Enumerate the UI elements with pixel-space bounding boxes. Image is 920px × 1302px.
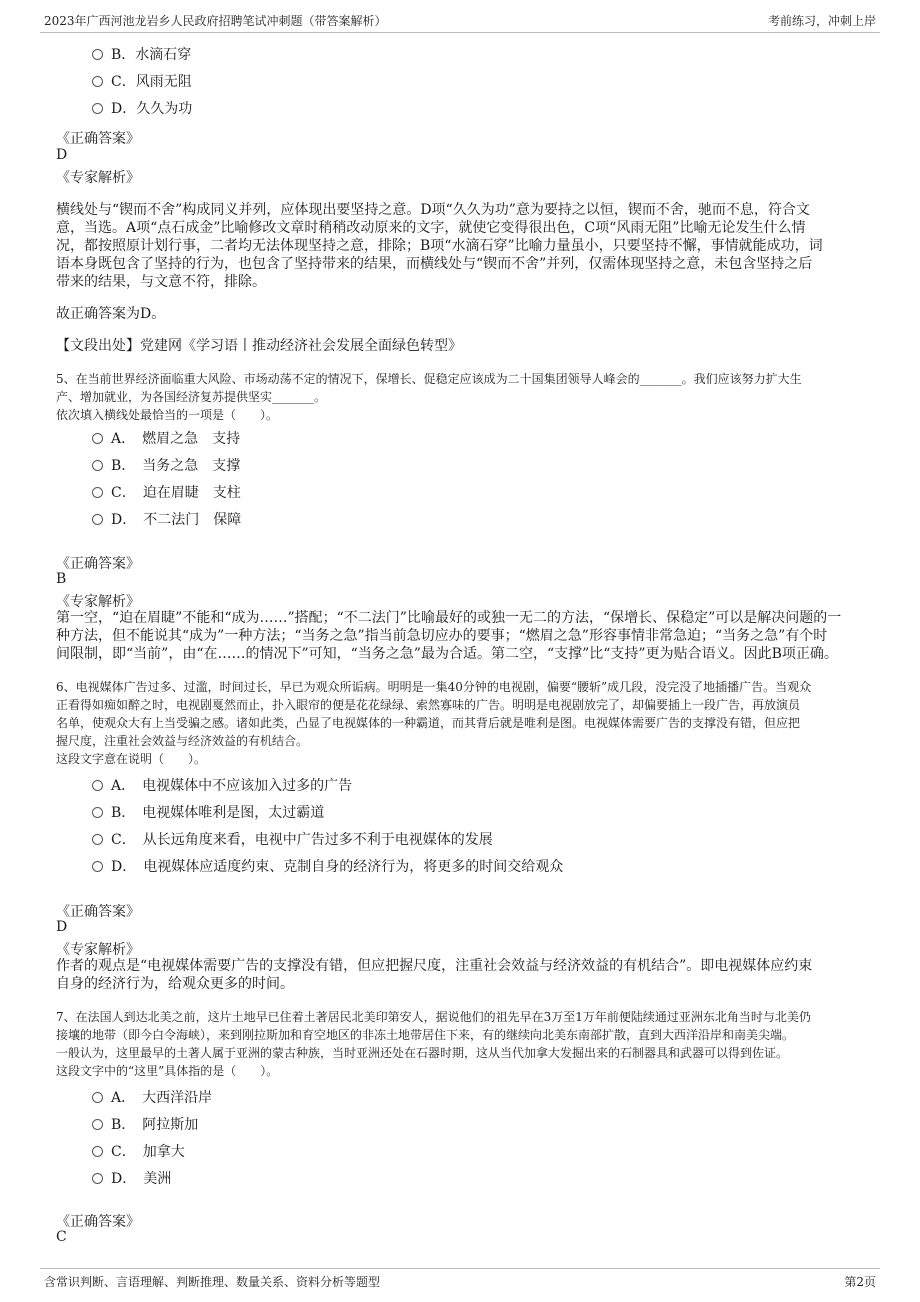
q5-option-c-text: C． 迫在眉睫 支柱 <box>111 485 241 501</box>
q4-analysis-line: 横线处与“锲而不舍”构成同义并列，应体现出要坚持之意。D项“久久为功”意为要持之以恒，锲而不舍，驰而不息，符合文 <box>56 202 810 218</box>
q4-option-b[interactable] <box>92 44 191 66</box>
q7-option-d-text: D． 美洲 <box>111 1171 172 1187</box>
q5-stem-line: 产、增加就业，为各国经济复苏提供坚实_______。 <box>56 390 327 404</box>
q6-stem-line: 正看得如痴如醉之时，电视剧戛然而止，扑入眼帘的便是花花绿绿、索然寡味的广告。明明是电视剧放完了，却偏要插上一段广告，再放演员 <box>56 698 801 712</box>
q6-analysis-line: 作者的观点是“电视媒体需要广告的支撑没有错，但应把握尺度，注重社会效益与经济效益的有机结合”。即电视媒体应约束 <box>56 958 813 974</box>
q5-option-b[interactable] <box>92 455 240 477</box>
q5-stem-line: 依次填入横线处最恰当的一项是（ ）。 <box>56 408 279 422</box>
q7-stem-line: 7、在法国人到达北美之前，这片土地早已住着土著居民北美印第安人，据说他们的祖先早在3万至1万年前便陆续通过亚洲东北角当时与北美仍 <box>56 1010 811 1024</box>
document-title: 2023年广西河池龙岩乡人民政府招聘笔试冲刺题（带答案解析） <box>44 14 387 28</box>
q7-stem <box>56 1008 811 1080</box>
q4-source: 【文段出处】党建网《学习语丨推动经济社会发展全面绿色转型》 <box>56 338 462 354</box>
q4-correct-answer-label: 《正确答案》 <box>56 131 140 147</box>
q4-conclusion: 故正确答案为D。 <box>56 306 166 322</box>
q6-expert-analysis-label: 《专家解析》 <box>56 942 140 958</box>
radio-icon[interactable] <box>92 49 103 60</box>
radio-icon[interactable] <box>92 1173 103 1184</box>
q6-option-d-text: D． 电视媒体应适度约束、克制自身的经济行为，将更多的时间交给观众 <box>111 859 564 875</box>
q6-stem-line: 握尺度，注重社会效益与经济效益的有机结合。 <box>56 734 309 748</box>
radio-icon[interactable] <box>92 861 103 872</box>
q5-option-c[interactable] <box>92 482 241 504</box>
q7-option-c-text: C． 加拿大 <box>111 1144 185 1160</box>
q5-analysis-line: 第一空，“迫在眉睫”不能和“成为……”搭配；“不二法门”比喻最好的或独一无二的方法，“保增长、保稳定”可以是解决问题的一 <box>56 610 842 626</box>
page-header <box>40 10 880 33</box>
q6-option-a-text: A． 电视媒体中不应该加入过多的广告 <box>111 778 353 794</box>
page-number: 第2页 <box>844 1275 876 1289</box>
q7-option-a-text: A． 大西洋沿岸 <box>111 1090 213 1106</box>
radio-icon[interactable] <box>92 460 103 471</box>
q6-option-b[interactable] <box>92 802 324 824</box>
header-slogan: 考前练习，冲刺上岸 <box>767 14 876 28</box>
q7-stem-line: 接壤的地带（即今白令海峡），来到刚拉斯加和育空地区的非冻土地带居住下来，有的继续向北美东南部扩散，直到大西洋沿岸和南美尖端。 <box>56 1028 795 1042</box>
q6-correct-answer-label: 《正确答案》 <box>56 904 140 920</box>
q5-option-b-text: B． 当务之急 支撑 <box>111 458 241 474</box>
q6-option-c[interactable] <box>92 829 493 851</box>
q4-answer: D <box>56 147 68 163</box>
q6-option-b-text: B． 电视媒体唯利是图，太过霸道 <box>111 805 325 821</box>
q5-analysis-line: 间限制，即“当前”，由“在……的情况下”可知，“当务之急”最为合适。第二空，“支撑”比“支持”更为贴合语义。因此B项正确。 <box>56 646 838 662</box>
q7-stem-line: 一般认为，这里最早的土著人属于亚洲的蒙古种族，当时亚洲还处在石器时期，这从当代加拿大发掘出来的石制器具和武器可以得到佐证。 <box>56 1046 789 1060</box>
q7-correct-answer-label: 《正确答案》 <box>56 1214 140 1230</box>
q5-stem-line: 5、在当前世界经济面临重大风险、市场动荡不定的情况下，保增长、促稳定应该成为二十国集团领导人峰会的_______。我们应该努力扩大生 <box>56 372 802 386</box>
q4-analysis <box>56 201 823 291</box>
q5-stem <box>56 370 802 424</box>
q6-stem-line: 名单，使观众大有上当受骗之感。诸如此类，凸显了电视媒体的一种霸道，而其背后就是唯利是图。电视媒体需要广告的支撑没有错，但应把 <box>56 716 801 730</box>
radio-icon[interactable] <box>92 487 103 498</box>
radio-icon[interactable] <box>92 76 103 87</box>
q5-option-d-text: D． 不二法门 保障 <box>111 512 242 528</box>
radio-icon[interactable] <box>92 103 103 114</box>
q6-option-a[interactable] <box>92 775 352 797</box>
q4-expert-analysis-label: 《专家解析》 <box>56 170 140 186</box>
q5-analysis-line: 种方法，但不能说其“成为”一种方法；“当务之急”指当前急切应办的要事；“燃眉之急”形容事情非常急迫；“当务之急”有个时 <box>56 628 828 644</box>
radio-icon[interactable] <box>92 1092 103 1103</box>
q5-option-d[interactable] <box>92 509 241 531</box>
radio-icon[interactable] <box>92 1146 103 1157</box>
q5-analysis <box>56 609 841 663</box>
radio-icon[interactable] <box>92 433 103 444</box>
q4-option-d-text: D．久久为功 <box>111 101 193 117</box>
q4-analysis-line: 意，当选。A项“点石成金”比喻修改文章时稍稍改动原来的文字，就使它变得很出色，C项“风雨无阻”比喻无论发生什么情 <box>56 220 806 236</box>
q4-option-b-text: B．水滴石穿 <box>111 47 192 63</box>
radio-icon[interactable] <box>92 834 103 845</box>
q4-analysis-line: 带来的结果，与文意不符，排除。 <box>56 274 266 290</box>
q5-answer: B <box>56 571 67 587</box>
q6-analysis-line: 自身的经济行为，给观众更多的时间。 <box>56 976 294 992</box>
q7-option-d[interactable] <box>92 1168 171 1190</box>
q7-option-b[interactable] <box>92 1114 198 1136</box>
q4-analysis-line: 况，都按照原计划行事，二者均无法体现坚持之意，排除；B项“水滴石穿”比喻力量虽小，只要坚持不懈，事情就能成功，词 <box>56 238 823 254</box>
q7-option-a[interactable] <box>92 1087 212 1109</box>
q5-option-a-text: A． 燃眉之急 支持 <box>111 431 241 447</box>
q6-option-c-text: C． 从长远角度来看，电视中广告过多不利于电视媒体的发展 <box>111 832 493 848</box>
q4-option-d[interactable] <box>92 98 192 120</box>
q5-correct-answer-label: 《正确答案》 <box>56 556 140 572</box>
q6-stem-line: 6、电视媒体广告过多、过滥，时间过长，早已为观众所诟病。明明是一集40分钟的电视剧，偏要“腰斩”成几段，没完没了地插播广告。当观众 <box>56 680 812 694</box>
q6-analysis <box>56 957 812 993</box>
footer-topics: 含常识判断、言语理解、判断推理、数量关系、资料分析等题型 <box>44 1275 381 1289</box>
q6-option-d[interactable] <box>92 856 563 878</box>
page-footer <box>40 1268 880 1291</box>
q6-answer: D <box>56 919 68 935</box>
q5-expert-analysis-label: 《专家解析》 <box>56 594 140 610</box>
radio-icon[interactable] <box>92 780 103 791</box>
q6-stem-line: 这段文字意在说明（ ）。 <box>56 752 207 766</box>
q4-option-c[interactable] <box>92 71 192 93</box>
radio-icon[interactable] <box>92 514 103 525</box>
q4-option-c-text: C．风雨无阻 <box>111 74 192 90</box>
q5-option-a[interactable] <box>92 428 240 450</box>
q6-stem <box>56 678 811 768</box>
q7-stem-line: 这段文字中的“这里”具体指的是（ ）。 <box>56 1064 279 1078</box>
radio-icon[interactable] <box>92 1119 103 1130</box>
q7-answer: C <box>56 1229 67 1245</box>
q4-analysis-line: 语本身既包含了坚持的行为，也包含了坚持带来的结果，而横线处与“锲而不舍”并列，仅需体现坚持之意，未包含坚持之后 <box>56 256 813 272</box>
q7-option-c[interactable] <box>92 1141 185 1163</box>
radio-icon[interactable] <box>92 807 103 818</box>
q7-option-b-text: B． 阿拉斯加 <box>111 1117 199 1133</box>
